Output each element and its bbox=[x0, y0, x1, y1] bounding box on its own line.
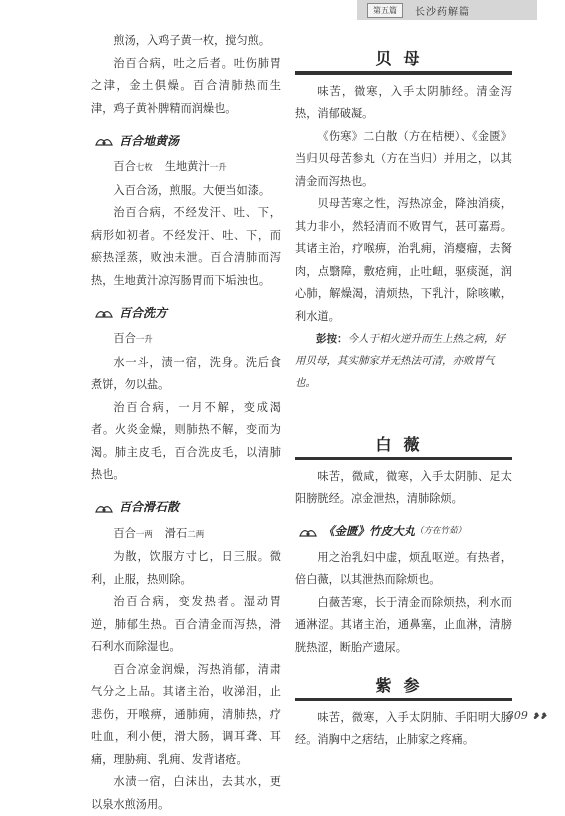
ingredient: 生地黄汁 bbox=[164, 160, 210, 173]
formula-reference: （方在竹茹） bbox=[415, 526, 467, 537]
formula-name: 百合洗方 bbox=[119, 305, 168, 320]
ingredient: 滑石 bbox=[164, 526, 188, 540]
paragraph: 《伤寒》二白散（方在桔梗）、《金匮》当归贝母苦参丸（方在当归）并用之，以其清金而泻热也。 bbox=[295, 129, 512, 188]
page-ornament-icon: ❥❥ bbox=[531, 712, 547, 722]
formula-ornament-icon bbox=[299, 526, 317, 538]
dose: 七枚 bbox=[135, 163, 153, 173]
paragraph: 入百合汤，煎服。大便当如漆。 bbox=[113, 183, 271, 197]
paragraph: 味苦，微咸，微寒，入手太阴肺、足太阳膀胱经。凉金泄热，清肺除烦。 bbox=[295, 469, 512, 505]
paragraph: 水渍一宿，白沫出，去其水，更以泉水煎汤用。 bbox=[91, 775, 281, 811]
ingredient-list bbox=[91, 156, 281, 180]
paragraph: 味苦，微寒，入手太阴肺经。清金泻热，消郁破凝。 bbox=[295, 84, 512, 120]
title-underline bbox=[295, 457, 512, 460]
herb-title: 贝母 bbox=[375, 49, 432, 68]
formula-heading bbox=[95, 300, 281, 326]
dose: 二两 bbox=[187, 529, 205, 540]
paragraph: 治百合病，变发热者。湿动胃逆，肺郁生热。百合清金而泻热，滑石利水而除湿也。 bbox=[91, 595, 281, 653]
ingredient-list bbox=[91, 523, 281, 547]
dose: 一升 bbox=[135, 335, 153, 345]
paragraph: 煎汤，入鸡子黄一枚，搅匀煎。 bbox=[113, 34, 271, 47]
note-label: 彭按： bbox=[316, 333, 348, 345]
title-underline bbox=[295, 698, 512, 701]
formula-ornament-icon bbox=[95, 502, 113, 514]
dose: 一两 bbox=[135, 529, 153, 540]
formula-ornament-icon bbox=[95, 307, 113, 319]
formula-name: 百合滑石散 bbox=[119, 500, 180, 515]
formula-heading bbox=[95, 128, 281, 154]
ingredient: 百合 bbox=[113, 526, 136, 540]
paragraph: 为散，饮服方寸匕，日三服。微利，止服，热则除。 bbox=[91, 550, 281, 586]
paragraph: 味苦，微寒，入手太阴肺、手阳明大肠经。消胸中之痞结，止肺家之疼痛。 bbox=[295, 710, 512, 746]
formula-name: 《金匮》竹皮大丸 bbox=[323, 524, 415, 539]
page-number bbox=[507, 709, 547, 722]
title-underline bbox=[295, 71, 512, 75]
commentary-note bbox=[295, 328, 512, 394]
paragraph: 用之治乳妇中虚，烦乱呕逆。有热者，倍白薇，以其泄热而除烦也。 bbox=[295, 550, 512, 586]
paragraph: 水一斗，渍一宿，洗身。洗后食煮饼，勿以盐。 bbox=[91, 355, 281, 391]
left-column bbox=[91, 30, 281, 816]
formula-heading bbox=[95, 495, 281, 521]
formula-ornament-icon bbox=[95, 135, 113, 147]
paragraph: 白薇苦寒，长于清金而除烦热，利水而通淋涩。其诸主治，通鼻塞，止血淋，清膀胱热涩，断胎产遗尿。 bbox=[295, 595, 512, 654]
dose: 一升 bbox=[209, 163, 227, 173]
ingredient: 百合 bbox=[113, 160, 136, 173]
paragraph: 治百合病，一月不解，变成渴者。火炎金燥，则肺热不解，变而为渴。肺主皮毛，百合洗皮毛，以清肺热也。 bbox=[91, 400, 281, 481]
paragraph: 治百合病，吐之后者。吐伤肺胃之津，金土俱燥。百合清肺热而生津，鸡子黄补脾精而润燥也。 bbox=[91, 56, 281, 115]
paragraph: 百合凉金润燥，泻热消郁，清肃气分之上品。其诸主治，收涕泪，止悲伤，开喉痹，通肺痈，清肺热，疗吐血，利小便，滑大肠，调耳聋、耳痛，理胁痈、乳痈、发背诸疮。 bbox=[91, 662, 281, 766]
page-number-text: 309 bbox=[506, 709, 528, 722]
ingredient: 百合 bbox=[113, 332, 136, 345]
herb-title: 紫参 bbox=[375, 676, 432, 695]
chapter-tag: 第五篇 bbox=[367, 3, 403, 18]
formula-heading bbox=[299, 519, 512, 545]
right-column bbox=[295, 30, 512, 752]
paragraph: 贝母苦寒之性，泻热凉金，降浊消痰，其力非小，然轻清而不败胃气，甚可嘉焉。其诸主治，疗喉痹，治乳痈，消瘿瘤，去胬肉，点翳障，敷疮痈，止吐衄，驱痰涎，润心肺，解燥渴，清烦热，下乳汁，除咳嗽，利水道。 bbox=[295, 197, 512, 323]
herb-title: 白薇 bbox=[375, 435, 432, 454]
book-title: 长沙药解篇 bbox=[415, 6, 470, 18]
running-header bbox=[357, 0, 537, 20]
ingredient-list bbox=[91, 328, 281, 352]
paragraph: 治百合病，不经发汗、吐、下，病形如初者。不经发汗、吐、下，而瘀热淫蒸，败浊未泄。百合清肺而泻热，生地黄汁凉泻肠胃而下垢浊也。 bbox=[91, 206, 281, 287]
note-text: 今人于相火逆升而生上热之病，好用贝母，其实肺家并无热法可清，亦败胃气也。 bbox=[295, 333, 505, 389]
formula-name: 百合地黄汤 bbox=[119, 133, 180, 148]
